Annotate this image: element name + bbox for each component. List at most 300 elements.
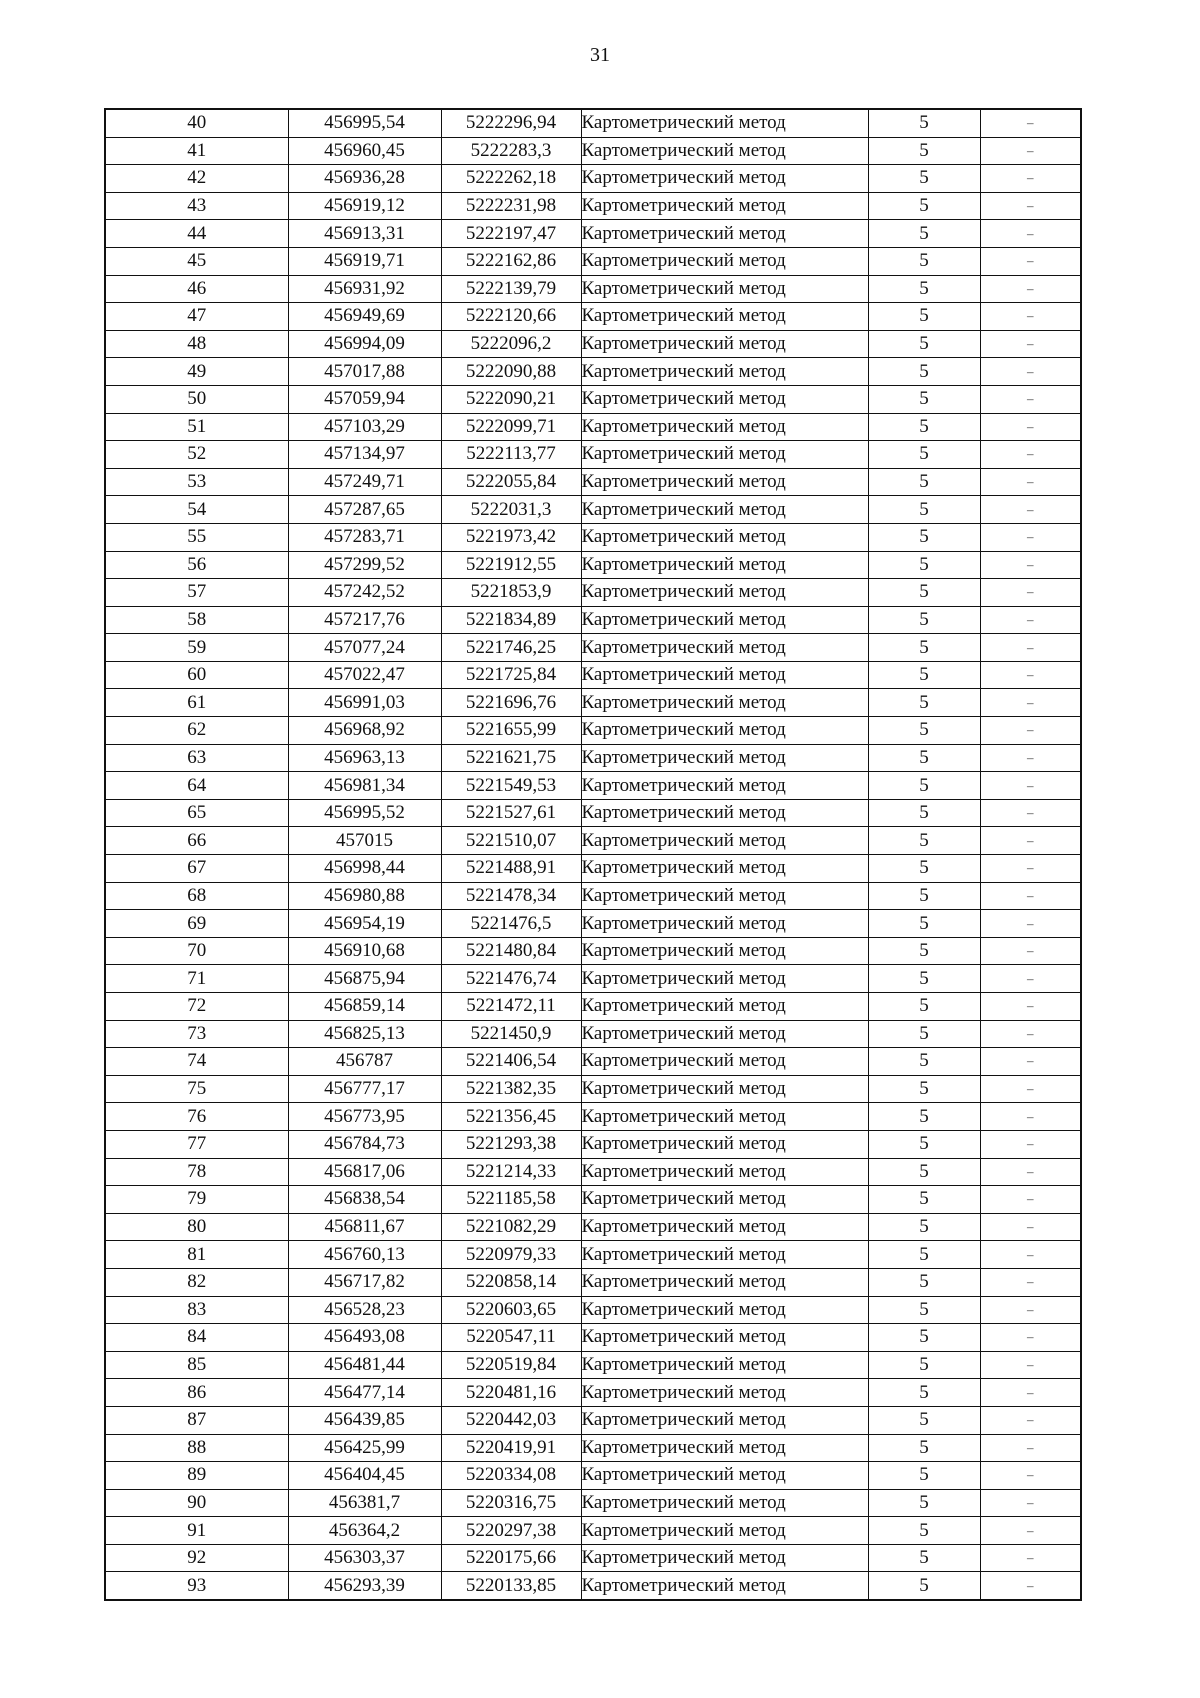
method-cell: Картометрический метод — [581, 799, 868, 827]
table-row — [105, 247, 1081, 275]
table-row — [105, 965, 1081, 993]
note-cell: – — [980, 717, 1081, 745]
accuracy-cell: 5 — [868, 247, 980, 275]
note-cell: – — [980, 772, 1081, 800]
accuracy-cell: 5 — [868, 717, 980, 745]
accuracy-cell: 5 — [868, 799, 980, 827]
note-cell: – — [980, 1213, 1081, 1241]
table-row — [105, 413, 1081, 441]
y-coordinate-cell: 5220133,85 — [441, 1572, 581, 1600]
point-number-cell: 51 — [105, 413, 288, 441]
point-number-cell: 42 — [105, 165, 288, 193]
y-coordinate-cell: 5222113,77 — [441, 441, 581, 469]
x-coordinate-cell: 456995,52 — [288, 799, 441, 827]
method-cell: Картометрический метод — [581, 468, 868, 496]
y-coordinate-cell: 5220334,08 — [441, 1462, 581, 1490]
note-cell: – — [980, 413, 1081, 441]
point-number-cell: 69 — [105, 910, 288, 938]
y-coordinate-cell: 5222120,66 — [441, 303, 581, 331]
method-cell: Картометрический метод — [581, 1296, 868, 1324]
note-cell: – — [980, 303, 1081, 331]
y-coordinate-cell: 5222096,2 — [441, 330, 581, 358]
y-coordinate-cell: 5221655,99 — [441, 717, 581, 745]
table-row — [105, 358, 1081, 386]
point-number-cell: 48 — [105, 330, 288, 358]
y-coordinate-cell: 5222296,94 — [441, 109, 581, 137]
table-row — [105, 468, 1081, 496]
x-coordinate-cell: 456919,71 — [288, 247, 441, 275]
method-cell: Картометрический метод — [581, 551, 868, 579]
note-cell: – — [980, 689, 1081, 717]
method-cell: Картометрический метод — [581, 165, 868, 193]
accuracy-cell: 5 — [868, 109, 980, 137]
point-number-cell: 59 — [105, 634, 288, 662]
note-cell: – — [980, 965, 1081, 993]
table-row — [105, 1379, 1081, 1407]
y-coordinate-cell: 5221185,58 — [441, 1186, 581, 1214]
x-coordinate-cell: 456425,99 — [288, 1434, 441, 1462]
note-cell: – — [980, 827, 1081, 855]
note-cell: – — [980, 1048, 1081, 1076]
method-cell: Картометрический метод — [581, 275, 868, 303]
y-coordinate-cell: 5222139,79 — [441, 275, 581, 303]
method-cell: Картометрический метод — [581, 634, 868, 662]
note-cell: – — [980, 1103, 1081, 1131]
accuracy-cell: 5 — [868, 1075, 980, 1103]
accuracy-cell: 5 — [868, 827, 980, 855]
y-coordinate-cell: 5221696,76 — [441, 689, 581, 717]
y-coordinate-cell: 5221621,75 — [441, 744, 581, 772]
table-row — [105, 1406, 1081, 1434]
table-row — [105, 1186, 1081, 1214]
x-coordinate-cell: 457299,52 — [288, 551, 441, 579]
table-row — [105, 634, 1081, 662]
point-number-cell: 70 — [105, 937, 288, 965]
method-cell: Картометрический метод — [581, 1462, 868, 1490]
table-row — [105, 882, 1081, 910]
table-row — [105, 1158, 1081, 1186]
table-row — [105, 1268, 1081, 1296]
x-coordinate-cell: 456949,69 — [288, 303, 441, 331]
x-coordinate-cell: 456954,19 — [288, 910, 441, 938]
note-cell: – — [980, 910, 1081, 938]
table-row — [105, 165, 1081, 193]
method-cell: Картометрический метод — [581, 606, 868, 634]
y-coordinate-cell: 5221214,33 — [441, 1158, 581, 1186]
method-cell: Картометрический метод — [581, 965, 868, 993]
x-coordinate-cell: 456875,94 — [288, 965, 441, 993]
point-number-cell: 66 — [105, 827, 288, 855]
x-coordinate-cell: 457077,24 — [288, 634, 441, 662]
accuracy-cell: 5 — [868, 661, 980, 689]
y-coordinate-cell: 5221406,54 — [441, 1048, 581, 1076]
point-number-cell: 46 — [105, 275, 288, 303]
y-coordinate-cell: 5221973,42 — [441, 523, 581, 551]
table-row — [105, 579, 1081, 607]
table-row — [105, 303, 1081, 331]
note-cell: – — [980, 220, 1081, 248]
note-cell: – — [980, 1020, 1081, 1048]
note-cell: – — [980, 468, 1081, 496]
table-row — [105, 937, 1081, 965]
note-cell: – — [980, 275, 1081, 303]
note-cell: – — [980, 606, 1081, 634]
table-row — [105, 1462, 1081, 1490]
y-coordinate-cell: 5221725,84 — [441, 661, 581, 689]
accuracy-cell: 5 — [868, 1517, 980, 1545]
table-row — [105, 772, 1081, 800]
method-cell: Картометрический метод — [581, 910, 868, 938]
accuracy-cell: 5 — [868, 1241, 980, 1269]
note-cell: – — [980, 1544, 1081, 1572]
method-cell: Картометрический метод — [581, 1020, 868, 1048]
accuracy-cell: 5 — [868, 1296, 980, 1324]
table-row — [105, 1351, 1081, 1379]
method-cell: Картометрический метод — [581, 1103, 868, 1131]
table-row — [105, 744, 1081, 772]
method-cell: Картометрический метод — [581, 358, 868, 386]
method-cell: Картометрический метод — [581, 192, 868, 220]
y-coordinate-cell: 5221549,53 — [441, 772, 581, 800]
note-cell: – — [980, 744, 1081, 772]
note-cell: – — [980, 634, 1081, 662]
point-number-cell: 72 — [105, 993, 288, 1021]
y-coordinate-cell: 5222162,86 — [441, 247, 581, 275]
note-cell: – — [980, 385, 1081, 413]
accuracy-cell: 5 — [868, 1020, 980, 1048]
point-number-cell: 71 — [105, 965, 288, 993]
accuracy-cell: 5 — [868, 1158, 980, 1186]
x-coordinate-cell: 456364,2 — [288, 1517, 441, 1545]
table-row — [105, 910, 1081, 938]
table-row — [105, 137, 1081, 165]
accuracy-cell: 5 — [868, 1268, 980, 1296]
method-cell: Картометрический метод — [581, 1213, 868, 1241]
accuracy-cell: 5 — [868, 1572, 980, 1600]
note-cell: – — [980, 441, 1081, 469]
x-coordinate-cell: 457249,71 — [288, 468, 441, 496]
accuracy-cell: 5 — [868, 1406, 980, 1434]
accuracy-cell: 5 — [868, 303, 980, 331]
table-row — [105, 496, 1081, 524]
method-cell: Картометрический метод — [581, 744, 868, 772]
method-cell: Картометрический метод — [581, 1351, 868, 1379]
point-number-cell: 75 — [105, 1075, 288, 1103]
method-cell: Картометрический метод — [581, 1158, 868, 1186]
x-coordinate-cell: 456481,44 — [288, 1351, 441, 1379]
y-coordinate-cell: 5220442,03 — [441, 1406, 581, 1434]
note-cell: – — [980, 1296, 1081, 1324]
note-cell: – — [980, 1186, 1081, 1214]
point-number-cell: 79 — [105, 1186, 288, 1214]
accuracy-cell: 5 — [868, 275, 980, 303]
note-cell: – — [980, 1241, 1081, 1269]
method-cell: Картометрический метод — [581, 1379, 868, 1407]
method-cell: Картометрический метод — [581, 827, 868, 855]
note-cell: – — [980, 523, 1081, 551]
method-cell: Картометрический метод — [581, 220, 868, 248]
x-coordinate-cell: 457217,76 — [288, 606, 441, 634]
y-coordinate-cell: 5221472,11 — [441, 993, 581, 1021]
y-coordinate-cell: 5220175,66 — [441, 1544, 581, 1572]
point-number-cell: 49 — [105, 358, 288, 386]
point-number-cell: 93 — [105, 1572, 288, 1600]
x-coordinate-cell: 456439,85 — [288, 1406, 441, 1434]
method-cell: Картометрический метод — [581, 1489, 868, 1517]
point-number-cell: 88 — [105, 1434, 288, 1462]
point-number-cell: 65 — [105, 799, 288, 827]
point-number-cell: 78 — [105, 1158, 288, 1186]
table-row — [105, 1241, 1081, 1269]
x-coordinate-cell: 457134,97 — [288, 441, 441, 469]
y-coordinate-cell: 5222055,84 — [441, 468, 581, 496]
accuracy-cell: 5 — [868, 1489, 980, 1517]
method-cell: Картометрический метод — [581, 661, 868, 689]
point-number-cell: 87 — [105, 1406, 288, 1434]
note-cell: – — [980, 330, 1081, 358]
method-cell: Картометрический метод — [581, 496, 868, 524]
point-number-cell: 68 — [105, 882, 288, 910]
method-cell: Картометрический метод — [581, 1048, 868, 1076]
y-coordinate-cell: 5221480,84 — [441, 937, 581, 965]
x-coordinate-cell: 456825,13 — [288, 1020, 441, 1048]
accuracy-cell: 5 — [868, 385, 980, 413]
table-row — [105, 1103, 1081, 1131]
table-row — [105, 1296, 1081, 1324]
note-cell: – — [980, 1158, 1081, 1186]
x-coordinate-cell: 456760,13 — [288, 1241, 441, 1269]
x-coordinate-cell: 456991,03 — [288, 689, 441, 717]
x-coordinate-cell: 456859,14 — [288, 993, 441, 1021]
y-coordinate-cell: 5220419,91 — [441, 1434, 581, 1462]
y-coordinate-cell: 5221450,9 — [441, 1020, 581, 1048]
x-coordinate-cell: 456960,45 — [288, 137, 441, 165]
note-cell: – — [980, 247, 1081, 275]
accuracy-cell: 5 — [868, 606, 980, 634]
x-coordinate-cell: 456811,67 — [288, 1213, 441, 1241]
method-cell: Картометрический метод — [581, 855, 868, 883]
note-cell: – — [980, 1489, 1081, 1517]
accuracy-cell: 5 — [868, 689, 980, 717]
x-coordinate-cell: 456303,37 — [288, 1544, 441, 1572]
accuracy-cell: 5 — [868, 1462, 980, 1490]
method-cell: Картометрический метод — [581, 1186, 868, 1214]
accuracy-cell: 5 — [868, 1213, 980, 1241]
x-coordinate-cell: 456994,09 — [288, 330, 441, 358]
table-row — [105, 330, 1081, 358]
x-coordinate-cell: 456931,92 — [288, 275, 441, 303]
y-coordinate-cell: 5221478,34 — [441, 882, 581, 910]
point-number-cell: 57 — [105, 579, 288, 607]
table-row — [105, 1489, 1081, 1517]
method-cell: Картометрический метод — [581, 937, 868, 965]
x-coordinate-cell: 456477,14 — [288, 1379, 441, 1407]
point-number-cell: 89 — [105, 1462, 288, 1490]
note-cell: – — [980, 579, 1081, 607]
point-number-cell: 62 — [105, 717, 288, 745]
table-row — [105, 1075, 1081, 1103]
accuracy-cell: 5 — [868, 993, 980, 1021]
x-coordinate-cell: 456838,54 — [288, 1186, 441, 1214]
accuracy-cell: 5 — [868, 358, 980, 386]
accuracy-cell: 5 — [868, 413, 980, 441]
y-coordinate-cell: 5222231,98 — [441, 192, 581, 220]
y-coordinate-cell: 5221293,38 — [441, 1130, 581, 1158]
table-row — [105, 441, 1081, 469]
accuracy-cell: 5 — [868, 220, 980, 248]
method-cell: Картометрический метод — [581, 247, 868, 275]
method-cell: Картометрический метод — [581, 772, 868, 800]
table-row — [105, 689, 1081, 717]
method-cell: Картометрический метод — [581, 1544, 868, 1572]
point-number-cell: 40 — [105, 109, 288, 137]
point-number-cell: 80 — [105, 1213, 288, 1241]
accuracy-cell: 5 — [868, 1103, 980, 1131]
y-coordinate-cell: 5220858,14 — [441, 1268, 581, 1296]
point-number-cell: 85 — [105, 1351, 288, 1379]
method-cell: Картометрический метод — [581, 579, 868, 607]
x-coordinate-cell: 456995,54 — [288, 109, 441, 137]
note-cell: – — [980, 1130, 1081, 1158]
x-coordinate-cell: 456998,44 — [288, 855, 441, 883]
accuracy-cell: 5 — [868, 523, 980, 551]
table-row — [105, 855, 1081, 883]
point-number-cell: 44 — [105, 220, 288, 248]
accuracy-cell: 5 — [868, 882, 980, 910]
x-coordinate-cell: 456784,73 — [288, 1130, 441, 1158]
note-cell: – — [980, 109, 1081, 137]
x-coordinate-cell: 456528,23 — [288, 1296, 441, 1324]
table-row — [105, 1572, 1081, 1600]
x-coordinate-cell: 456717,82 — [288, 1268, 441, 1296]
accuracy-cell: 5 — [868, 1379, 980, 1407]
accuracy-cell: 5 — [868, 1130, 980, 1158]
y-coordinate-cell: 5222031,3 — [441, 496, 581, 524]
x-coordinate-cell: 457015 — [288, 827, 441, 855]
method-cell: Картометрический метод — [581, 689, 868, 717]
x-coordinate-cell: 456787 — [288, 1048, 441, 1076]
note-cell: – — [980, 799, 1081, 827]
point-number-cell: 52 — [105, 441, 288, 469]
method-cell: Картометрический метод — [581, 441, 868, 469]
note-cell: – — [980, 855, 1081, 883]
point-number-cell: 67 — [105, 855, 288, 883]
note-cell: – — [980, 165, 1081, 193]
y-coordinate-cell: 5222197,47 — [441, 220, 581, 248]
method-cell: Картометрический метод — [581, 1075, 868, 1103]
y-coordinate-cell: 5220519,84 — [441, 1351, 581, 1379]
y-coordinate-cell: 5220297,38 — [441, 1517, 581, 1545]
note-cell: – — [980, 661, 1081, 689]
x-coordinate-cell: 456963,13 — [288, 744, 441, 772]
note-cell: – — [980, 937, 1081, 965]
point-number-cell: 82 — [105, 1268, 288, 1296]
y-coordinate-cell: 5220603,65 — [441, 1296, 581, 1324]
x-coordinate-cell: 456404,45 — [288, 1462, 441, 1490]
accuracy-cell: 5 — [868, 1048, 980, 1076]
x-coordinate-cell: 456773,95 — [288, 1103, 441, 1131]
note-cell: – — [980, 1434, 1081, 1462]
accuracy-cell: 5 — [868, 634, 980, 662]
y-coordinate-cell: 5221746,25 — [441, 634, 581, 662]
x-coordinate-cell: 456919,12 — [288, 192, 441, 220]
note-cell: – — [980, 1351, 1081, 1379]
x-coordinate-cell: 456817,06 — [288, 1158, 441, 1186]
x-coordinate-cell: 456293,39 — [288, 1572, 441, 1600]
point-number-cell: 74 — [105, 1048, 288, 1076]
point-number-cell: 56 — [105, 551, 288, 579]
method-cell: Картометрический метод — [581, 385, 868, 413]
y-coordinate-cell: 5221834,89 — [441, 606, 581, 634]
method-cell: Картометрический метод — [581, 1406, 868, 1434]
point-number-cell: 47 — [105, 303, 288, 331]
accuracy-cell: 5 — [868, 441, 980, 469]
y-coordinate-cell: 5222262,18 — [441, 165, 581, 193]
note-cell: – — [980, 496, 1081, 524]
accuracy-cell: 5 — [868, 192, 980, 220]
page-number: 31 — [590, 44, 610, 66]
y-coordinate-cell: 5220979,33 — [441, 1241, 581, 1269]
accuracy-cell: 5 — [868, 1434, 980, 1462]
y-coordinate-cell: 5221912,55 — [441, 551, 581, 579]
accuracy-cell: 5 — [868, 855, 980, 883]
table-row — [105, 385, 1081, 413]
accuracy-cell: 5 — [868, 330, 980, 358]
method-cell: Картометрический метод — [581, 1324, 868, 1352]
point-number-cell: 58 — [105, 606, 288, 634]
method-cell: Картометрический метод — [581, 993, 868, 1021]
point-number-cell: 86 — [105, 1379, 288, 1407]
accuracy-cell: 5 — [868, 1186, 980, 1214]
note-cell: – — [980, 1379, 1081, 1407]
point-number-cell: 64 — [105, 772, 288, 800]
method-cell: Картометрический метод — [581, 1130, 868, 1158]
point-number-cell: 55 — [105, 523, 288, 551]
point-number-cell: 53 — [105, 468, 288, 496]
table-row — [105, 1324, 1081, 1352]
accuracy-cell: 5 — [868, 1324, 980, 1352]
point-number-cell: 50 — [105, 385, 288, 413]
x-coordinate-cell: 457022,47 — [288, 661, 441, 689]
y-coordinate-cell: 5221510,07 — [441, 827, 581, 855]
note-cell: – — [980, 1268, 1081, 1296]
method-cell: Картометрический метод — [581, 1241, 868, 1269]
y-coordinate-cell: 5221853,9 — [441, 579, 581, 607]
point-number-cell: 54 — [105, 496, 288, 524]
table-row — [105, 1130, 1081, 1158]
table-row — [105, 606, 1081, 634]
table-row — [105, 1048, 1081, 1076]
x-coordinate-cell: 456913,31 — [288, 220, 441, 248]
note-cell: – — [980, 137, 1081, 165]
accuracy-cell: 5 — [868, 579, 980, 607]
y-coordinate-cell: 5222099,71 — [441, 413, 581, 441]
note-cell: – — [980, 1324, 1081, 1352]
method-cell: Картометрический метод — [581, 523, 868, 551]
method-cell: Картометрический метод — [581, 109, 868, 137]
accuracy-cell: 5 — [868, 744, 980, 772]
accuracy-cell: 5 — [868, 496, 980, 524]
note-cell: – — [980, 192, 1081, 220]
table-row — [105, 799, 1081, 827]
y-coordinate-cell: 5220547,11 — [441, 1324, 581, 1352]
y-coordinate-cell: 5221527,61 — [441, 799, 581, 827]
accuracy-cell: 5 — [868, 468, 980, 496]
table-row — [105, 220, 1081, 248]
point-number-cell: 45 — [105, 247, 288, 275]
table-row — [105, 1544, 1081, 1572]
point-number-cell: 77 — [105, 1130, 288, 1158]
